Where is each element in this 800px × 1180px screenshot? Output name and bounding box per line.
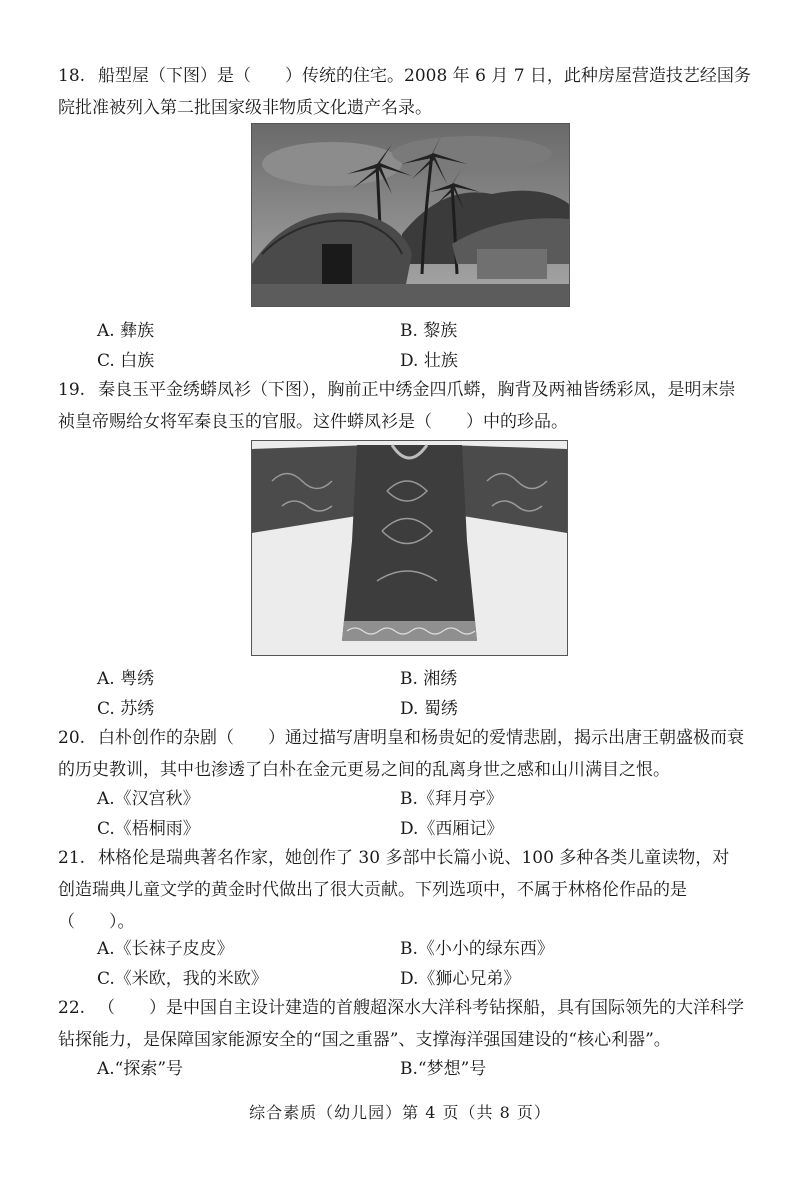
option-c[interactable]: C. 苏绣 — [97, 699, 155, 719]
option-c[interactable]: C.《米欧，我的米欧》 — [97, 969, 268, 989]
question-19 — [58, 374, 758, 438]
question-20 — [58, 722, 758, 786]
question-18-options — [97, 316, 757, 376]
option-a[interactable]: A. 粤绣 — [97, 669, 155, 689]
question-19-line1: 19. 秦良玉平金绣蟒凤衫（下图），胸前正中绣金四爪蟒，胸背及两袖皆绣彩凤，是明末崇 — [58, 374, 758, 406]
question-20-options — [97, 784, 757, 844]
question-18-line2: 院批准被列入第二批国家级非物质文化遗产名录。 — [58, 98, 432, 118]
option-b[interactable]: B.《拜月亭》 — [400, 789, 503, 809]
question-20-line1: 20. 白朴创作的杂剧（ ）通过描写唐明皇和杨贵妃的爱情悲剧，揭示出唐王朝盛极而衰 — [58, 722, 758, 754]
boat-house-image — [252, 124, 569, 306]
option-b[interactable]: B.《小小的绿东西》 — [400, 939, 554, 959]
option-c[interactable]: C.《梧桐雨》 — [97, 819, 200, 839]
question-18-line1: 18. 船型屋（下图）是（ ）传统的住宅。2008 年 6 月 7 日，此种房屋营造技艺经国务 — [58, 60, 758, 92]
question-number: 18. — [58, 66, 86, 86]
question-number: 22. — [58, 998, 86, 1018]
option-a[interactable]: A.《长袜子皮皮》 — [97, 939, 234, 959]
question-22-options — [97, 1054, 757, 1084]
embroidered-robe-photo — [251, 440, 568, 656]
question-number: 19. — [58, 380, 86, 400]
option-d[interactable]: D.《狮心兄弟》 — [400, 969, 521, 989]
option-a[interactable]: A. 彝族 — [97, 321, 155, 341]
robe-image — [252, 441, 567, 655]
option-a[interactable]: A.《汉宫秋》 — [97, 789, 200, 809]
option-d[interactable]: D.《西厢记》 — [400, 819, 504, 839]
question-21-options — [97, 934, 757, 994]
question-21-line1: 21. 林格伦是瑞典著名作家，她创作了 30 多部中长篇小说、100 多种各类儿童读物，对 — [58, 842, 758, 874]
question-18 — [58, 60, 758, 124]
boat-house-photo — [251, 123, 570, 307]
option-a[interactable]: A.“探索”号 — [97, 1059, 184, 1079]
question-number: 21. — [58, 848, 86, 868]
question-22-line1: 22. （ ）是中国自主设计建造的首艘超深水大洋科考钻探船，具有国际领先的大洋科学 — [58, 992, 758, 1024]
option-d[interactable]: D. 蜀绣 — [400, 699, 458, 719]
question-21-line3: （ ）。 — [58, 912, 135, 932]
option-d[interactable]: D. 壮族 — [400, 351, 458, 371]
question-19-line2: 祯皇帝赐给女将军秦良玉的官服。这件蟒凤衫是（ ）中的珍品。 — [58, 412, 568, 432]
option-c[interactable]: C. 白族 — [97, 351, 155, 371]
question-21-line2: 创造瑞典儿童文学的黄金时代做出了很大贡献。下列选项中，不属于林格伦作品的是 — [58, 880, 687, 900]
option-b[interactable]: B.“梦想”号 — [400, 1059, 487, 1079]
question-22 — [58, 992, 758, 1056]
question-19-options — [97, 664, 757, 724]
question-21 — [58, 842, 758, 938]
question-22-line2: 钻探能力，是保障国家能源安全的“国之重器”、支撑海洋强国建设的“核心利器”。 — [58, 1030, 671, 1050]
option-b[interactable]: B. 黎族 — [400, 321, 458, 341]
page-footer: 综合素质（幼儿园）第 4 页（共 8 页） — [249, 1103, 551, 1122]
question-number: 20. — [58, 728, 86, 748]
question-20-line2: 的历史教训，其中也渗透了白朴在金元更易之间的乱离身世之感和山川满目之恨。 — [58, 760, 670, 780]
option-b[interactable]: B. 湘绣 — [400, 669, 458, 689]
